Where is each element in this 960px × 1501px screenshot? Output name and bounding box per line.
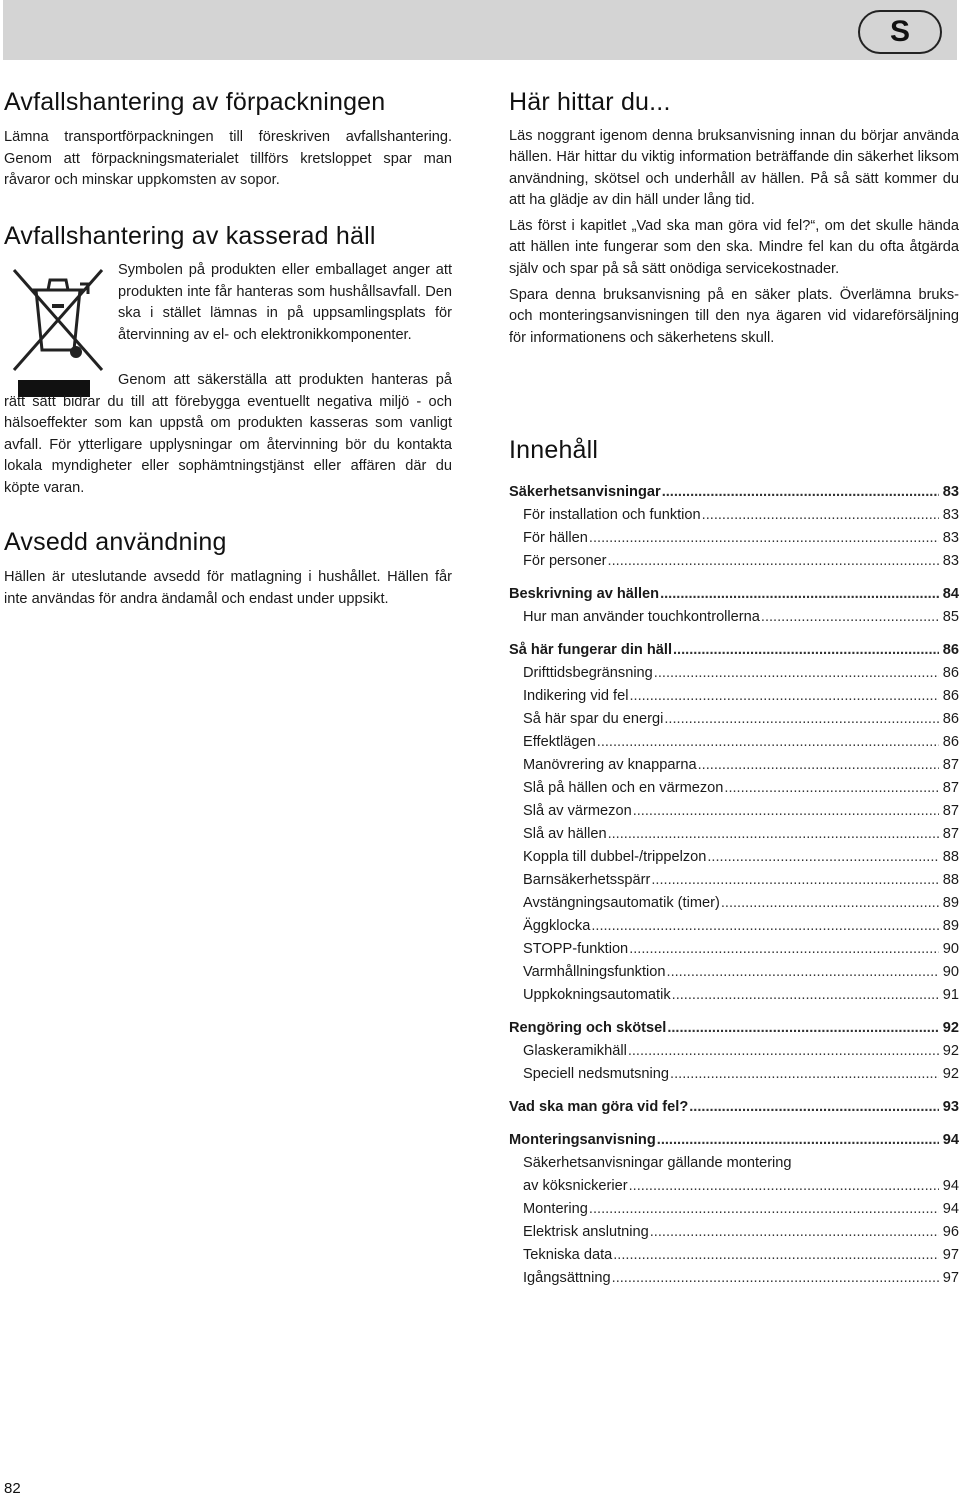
toc-entry-label: Uppkokningsautomatik: [523, 987, 671, 1003]
intro-heading: Här hittar du...: [509, 88, 671, 116]
toc-entry-page: 86: [942, 711, 959, 727]
toc-entry-page: 83: [942, 530, 959, 546]
toc-entry-page: 93: [942, 1099, 959, 1115]
toc-entry-label: Beskrivning av hällen: [509, 586, 660, 602]
toc-entry-label: Manövrering av knapparna: [523, 757, 697, 773]
toc-leader-dots: [673, 639, 939, 662]
toc-leader-dots: [591, 915, 939, 938]
toc-chapter-entry: [509, 1129, 959, 1152]
toc-entry: [509, 1063, 959, 1086]
toc-entry-page: 84: [942, 586, 959, 602]
toc-heading: Innehåll: [509, 436, 599, 464]
toc-entry: [509, 1040, 959, 1063]
toc-entry: [509, 846, 959, 869]
toc-entry: [509, 754, 959, 777]
toc-entry-label: Rengöring och skötsel: [509, 1020, 667, 1036]
table-of-contents: [509, 481, 959, 1290]
toc-entry: [509, 984, 959, 1007]
toc-entry-page: 83: [942, 484, 959, 500]
toc-entry-page: 96: [942, 1224, 959, 1240]
toc-entry-label: Slå på hällen och en värmezon: [523, 780, 724, 796]
crossed-out-wheelie-bin-icon: [12, 268, 104, 372]
toc-leader-dots: [589, 527, 939, 550]
toc-entry: [509, 1152, 959, 1175]
toc-leader-dots: [654, 662, 939, 685]
toc-entry-label: Koppla till dubbel-/trippelzon: [523, 849, 707, 865]
toc-entry-label: Drifttidsbegränsning: [523, 665, 653, 681]
toc-entry-label: Slå av värmezon: [523, 803, 632, 819]
toc-entry-page: 92: [942, 1066, 959, 1082]
toc-entry-label: Säkerhetsanvisningar gällande montering: [523, 1155, 792, 1171]
toc-entry-label: Tekniska data: [523, 1247, 613, 1263]
toc-entry-label: Säkerhetsanvisningar: [509, 484, 661, 500]
toc-entry-label: Elektrisk anslutning: [523, 1224, 649, 1240]
packaging-section: [4, 88, 452, 192]
toc-entry-page: 86: [942, 734, 959, 750]
toc-entry-label: Monteringsanvisning: [509, 1132, 656, 1148]
toc-leader-dots: [657, 1129, 939, 1152]
toc-entry-page: 87: [942, 757, 959, 773]
toc-entry-label: Så här fungerar din häll: [509, 642, 672, 658]
toc-entry-page: 92: [942, 1020, 959, 1036]
toc-entry-page: 83: [942, 507, 959, 523]
toc-entry-page: 90: [942, 964, 959, 980]
toc-entry: [509, 685, 959, 708]
toc-entry: [509, 961, 959, 984]
intro-paragraph-1: Läs noggrant igenom denna bruksanvisning innan du börjar använda hällen. Här hittar du viktig information beträffande din säkerhet liksom användning, skötsel och underhåll av hällen. På så sätt kommer du att ha glädje av din häll under lång tid.: [509, 128, 959, 208]
toc-entry-page: 88: [942, 849, 959, 865]
toc-entry: [509, 708, 959, 731]
intro-paragraph-2: Läs först i kapitlet „Vad ska man göra vid fel?“, om det skulle hända att hällen inte fungerar som den ska. Mindre fel kan du ofta åtgärda själv och spar på så sätt onödiga servicekostnader.: [509, 218, 959, 277]
toc-entry-label: För installation och funktion: [523, 507, 701, 523]
toc-entry: [509, 662, 959, 685]
toc-entry: [509, 1244, 959, 1267]
toc-entry-label: Glaskeramikhäll: [523, 1043, 627, 1059]
packaging-heading: Avfallshantering av förpackningen: [4, 88, 386, 116]
toc-entry-label: Montering: [523, 1201, 588, 1217]
toc-leader-dots: [761, 606, 939, 629]
toc-entry-page: 86: [942, 688, 959, 704]
toc-leader-dots: [660, 583, 939, 606]
toc-leader-dots: [628, 1040, 939, 1063]
toc-entry: [509, 504, 959, 527]
header-band: [3, 0, 957, 60]
disposal-text-beside-icon: Symbolen på produkten eller emballaget anger att produkten inte får hanteras som hushållsavfall. Den ska i stället lämnas in på uppsamlingsplats för återvinning av el- och elektronikkomponenter.: [118, 262, 452, 343]
toc-leader-dots: [670, 1063, 939, 1086]
toc-leader-dots: [608, 823, 939, 846]
toc-entry-page: 85: [942, 609, 959, 625]
toc-entry-label: av köksnickerier: [523, 1178, 628, 1194]
toc-leader-dots: [664, 708, 939, 731]
toc-leader-dots: [633, 800, 939, 823]
intro-paragraph-3: Spara denna bruksanvisning på en säker plats. Överlämna bruks- och monteringsanvisningen till den nya ägaren vid vidareförsäljning för informationens och säkerhetens skull.: [509, 287, 959, 346]
toc-leader-dots: [702, 504, 939, 527]
toc-entry-label: Slå av hällen: [523, 826, 607, 842]
toc-leader-dots: [629, 1175, 939, 1198]
toc-entry-label: Så här spar du energi: [523, 711, 664, 727]
toc-leader-dots: [597, 731, 939, 754]
toc-entry: [509, 800, 959, 823]
toc-entry-page: 88: [942, 872, 959, 888]
toc-entry-page: 87: [942, 803, 959, 819]
toc-entry-page: 97: [942, 1247, 959, 1263]
toc-leader-dots: [629, 685, 939, 708]
toc-entry-label: STOPP-funktion: [523, 941, 629, 957]
toc-entry: [509, 777, 959, 800]
toc-entry-page: 86: [942, 665, 959, 681]
toc-entry-label: Effektlägen: [523, 734, 596, 750]
toc-entry-page: 94: [942, 1178, 959, 1194]
toc-entry: [509, 1221, 959, 1244]
intended-use-text: Hällen är uteslutande avsedd för matlagning i hushållet. Hällen får inte användas för andra ändamål och endast under uppsikt.: [4, 569, 452, 607]
toc-entry-label: Äggklocka: [523, 918, 591, 934]
toc-leader-dots: [662, 481, 939, 504]
toc-leader-dots: [672, 984, 939, 1007]
toc-entry-label: Vad ska man göra vid fel?: [509, 1099, 689, 1115]
toc-entry-page: 94: [942, 1201, 959, 1217]
toc-entry-label: Speciell nedsmutsning: [523, 1066, 670, 1082]
toc-entry-label: Hur man använder touchkontrollerna: [523, 609, 760, 625]
toc-leader-dots: [689, 1096, 939, 1119]
toc-entry-page: 87: [942, 826, 959, 842]
disposal-heading: Avfallshantering av kasserad häll: [4, 222, 376, 250]
toc-entry-label: Indikering vid fel: [523, 688, 629, 704]
toc-entry-page: 86: [942, 642, 959, 658]
toc-leader-dots: [698, 754, 939, 777]
toc-entry-page: 83: [942, 553, 959, 569]
toc-entry: [509, 1198, 959, 1221]
toc-entry: [509, 527, 959, 550]
toc-leader-dots: [608, 550, 939, 573]
toc-entry-label: För personer: [523, 553, 607, 569]
toc-entry-label: För hällen: [523, 530, 588, 546]
disposal-text-continued-wrap: [4, 370, 452, 499]
toc-entry: [509, 606, 959, 629]
toc-entry-label: Avstängningsautomatik (timer): [523, 895, 720, 911]
language-badge: S: [858, 10, 942, 54]
toc-leader-dots: [667, 1017, 939, 1040]
toc-entry: [509, 550, 959, 573]
toc-leader-dots: [612, 1267, 939, 1290]
toc-leader-dots: [721, 892, 939, 915]
toc-leader-dots: [724, 777, 939, 800]
disposal-section: [4, 222, 452, 251]
toc-entry: [509, 915, 959, 938]
toc-entry: [509, 869, 959, 892]
toc-entry-page: 91: [942, 987, 959, 1003]
toc-leader-dots: [651, 869, 939, 892]
toc-leader-dots: [589, 1198, 939, 1221]
toc-entry-label: Igångsättning: [523, 1270, 611, 1286]
toc-entry: [509, 1267, 959, 1290]
toc-leader-dots: [650, 1221, 939, 1244]
toc-leader-dots: [707, 846, 939, 869]
toc-chapter-entry: [509, 481, 959, 504]
toc-entry: [509, 731, 959, 754]
packaging-text: Lämna transportförpackningen till föreskriven avfallshantering. Genom att förpackningsmaterialet tillförs kretsloppet spar man råvaror och minskar uppkomsten av sopor.: [4, 129, 452, 188]
intended-use-section: [4, 528, 452, 610]
toc-chapter-entry: [509, 1096, 959, 1119]
toc-leader-dots: [629, 938, 939, 961]
disposal-text-continued: Genom att säkerställa att produkten hanteras på rätt sätt bidrar du till att förebygga eventuellt negativa miljö - och hälsoeffekter som kan uppstå om produkten kasseras som vanligt avfall. För ytterligare upplysningar om återvinning bör du kontakta lokala myndigheter eller sophämtningstjänst eller affären där du köpte varan.: [4, 372, 452, 496]
toc-entry: [509, 1175, 959, 1198]
toc-entry: [509, 892, 959, 915]
toc-leader-dots: [613, 1244, 939, 1267]
toc-entry-page: 90: [942, 941, 959, 957]
toc-entry-label: Varmhållningsfunktion: [523, 964, 666, 980]
toc-chapter-entry: [509, 583, 959, 606]
right-column: [509, 88, 959, 1286]
toc-entry-page: 94: [942, 1132, 959, 1148]
toc-chapter-entry: [509, 1017, 959, 1040]
disposal-text-beside-icon-wrap: [118, 260, 452, 346]
toc-chapter-entry: [509, 639, 959, 662]
toc-entry: [509, 938, 959, 961]
toc-entry: [509, 823, 959, 846]
page-number: 82: [4, 1480, 21, 1497]
toc-leader-dots: [667, 961, 939, 984]
toc-entry-page: 97: [942, 1270, 959, 1286]
toc-entry-page: 92: [942, 1043, 959, 1059]
toc-entry-page: 87: [942, 780, 959, 796]
toc-entry-label: Barnsäkerhetsspärr: [523, 872, 651, 888]
toc-entry-page: 89: [942, 895, 959, 911]
intended-use-heading: Avsedd användning: [4, 528, 227, 556]
toc-entry-page: 89: [942, 918, 959, 934]
